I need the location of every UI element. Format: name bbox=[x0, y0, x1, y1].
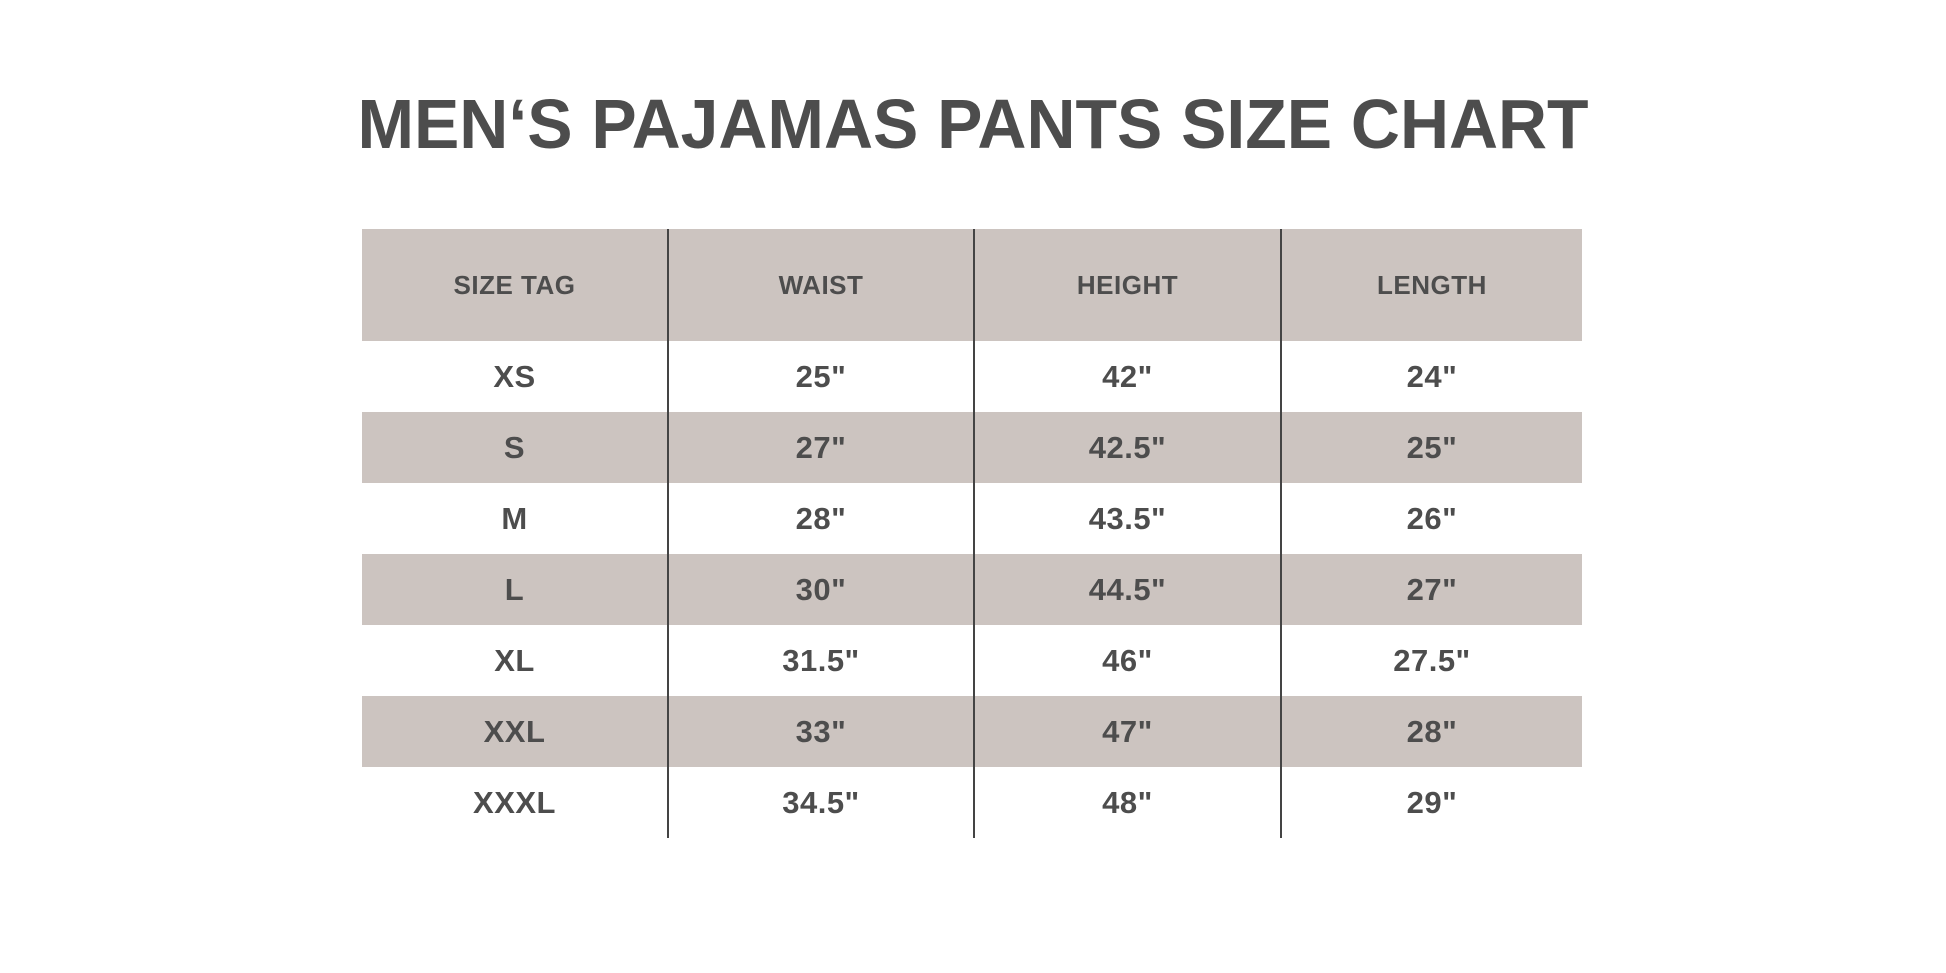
cell-xl-length: 27.5" bbox=[1280, 625, 1582, 696]
column-header-length: LENGTH bbox=[1280, 229, 1582, 341]
table-body bbox=[362, 341, 1582, 838]
cell-s-waist: 27" bbox=[667, 412, 973, 483]
cell-xxxl-length: 29" bbox=[1280, 767, 1582, 838]
cell-s-height: 42.5" bbox=[973, 412, 1280, 483]
table-row-m bbox=[362, 483, 1582, 554]
cell-xs-size-tag: XS bbox=[493, 358, 536, 394]
cell-l-length: 27" bbox=[1280, 554, 1582, 625]
table-row-xs bbox=[362, 341, 1582, 412]
cell-xs-height: 42" bbox=[973, 341, 1280, 412]
table-row-xxl bbox=[362, 696, 1582, 767]
cell-s-length: 25" bbox=[1280, 412, 1582, 483]
cell-xxxl-size-tag: XXXL bbox=[473, 784, 556, 820]
size-chart-table bbox=[362, 229, 1582, 838]
cell-s-size-tag: S bbox=[503, 429, 526, 465]
cell-m-height: 43.5" bbox=[973, 483, 1280, 554]
cell-xxl-waist: 33" bbox=[667, 696, 973, 767]
cell-l-height: 44.5" bbox=[973, 554, 1280, 625]
column-header-size-tag: SIZE TAG bbox=[453, 269, 576, 300]
table-row-xl bbox=[362, 625, 1582, 696]
cell-xxxl-waist: 34.5" bbox=[667, 767, 973, 838]
cell-xl-height: 46" bbox=[973, 625, 1280, 696]
column-header-height: HEIGHT bbox=[973, 229, 1280, 341]
cell-l-size-tag: L bbox=[504, 571, 525, 607]
cell-xxxl-height: 48" bbox=[973, 767, 1280, 838]
column-header-waist: WAIST bbox=[667, 229, 973, 341]
cell-m-length: 26" bbox=[1280, 483, 1582, 554]
table-row-xxxl bbox=[362, 767, 1582, 838]
cell-xl-waist: 31.5" bbox=[667, 625, 973, 696]
cell-xxl-size-tag: XXL bbox=[483, 713, 546, 749]
cell-xxl-height: 47" bbox=[973, 696, 1280, 767]
cell-xs-waist: 25" bbox=[667, 341, 973, 412]
cell-xl-size-tag: XL bbox=[494, 642, 535, 678]
cell-l-waist: 30" bbox=[667, 554, 973, 625]
cell-xs-length: 24" bbox=[1280, 341, 1582, 412]
cell-xxl-length: 28" bbox=[1280, 696, 1582, 767]
page-title: MEN‘S PAJAMAS PANTS SIZE CHART bbox=[357, 85, 1589, 163]
table-row-s bbox=[362, 412, 1582, 483]
table-header-row bbox=[362, 229, 1582, 341]
cell-m-waist: 28" bbox=[667, 483, 973, 554]
cell-m-size-tag: M bbox=[501, 500, 528, 536]
table-row-l bbox=[362, 554, 1582, 625]
